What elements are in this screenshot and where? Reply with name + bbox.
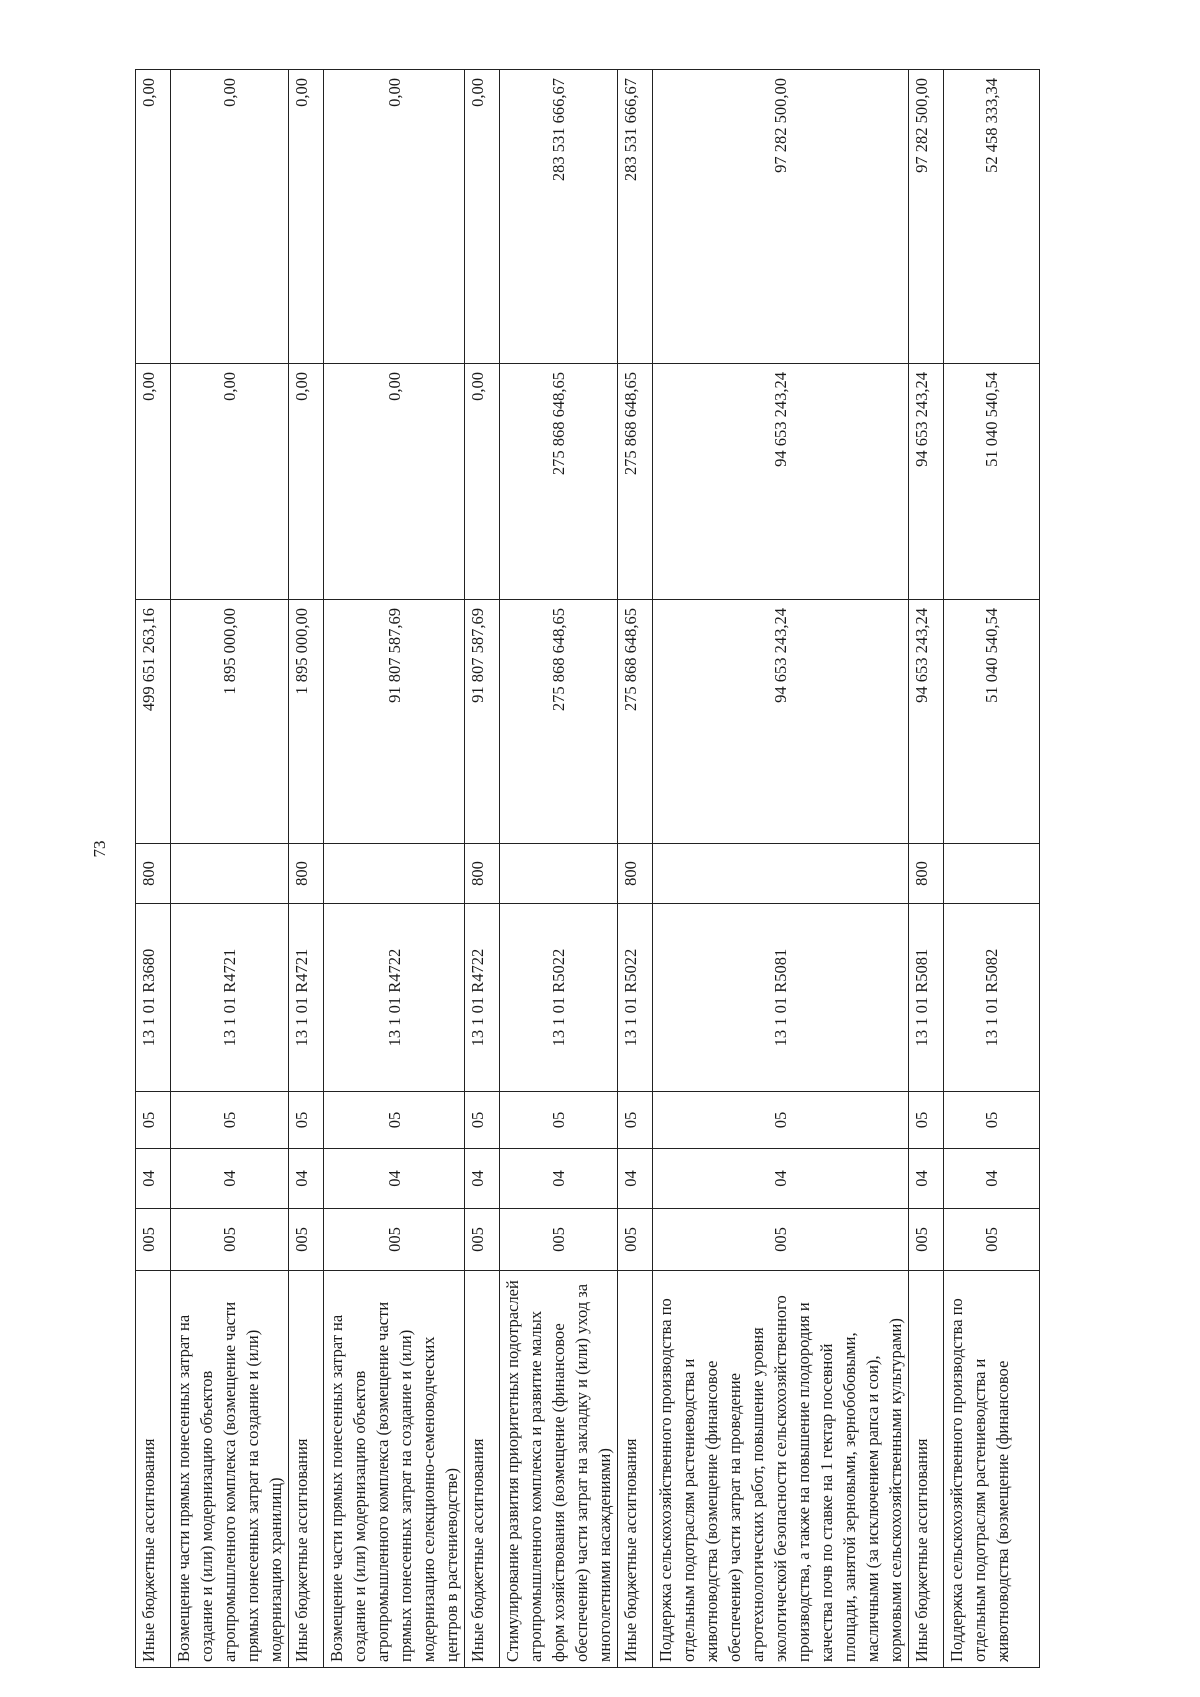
cell-amount-2: 0,00 [289, 364, 324, 600]
table-row [909, 70, 944, 1668]
cell-amount-1: 91 807 587,69 [465, 600, 500, 844]
cell-amount-1: 1 895 000,00 [171, 600, 289, 844]
cell-item-name: Возмещение части прямых понесенных затрат на создание и (или) модернизацию объектов агропромышленного комплекса (возмещение части прямых понесенных затрат на создание и (или) модернизацию хранилищ) [171, 1271, 289, 1668]
cell-amount-1: 51 040 540,54 [944, 600, 1040, 844]
table-row [944, 70, 1040, 1668]
cell-subsection: 05 [500, 1092, 618, 1149]
cell-amount-3: 0,00 [136, 70, 171, 364]
cell-item-name: Возмещение части прямых понесенных затрат на создание и (или) модернизацию объектов агропромышленного комплекса (возмещение части прямых понесенных затрат на создание и (или) модернизацию селекционно-семеноводческих центров в растениеводстве) [324, 1271, 465, 1668]
cell-amount-2: 51 040 540,54 [944, 364, 1040, 600]
cell-amount-2: 0,00 [136, 364, 171, 600]
cell-expense-type: 800 [136, 844, 171, 904]
cell-grbs: 005 [944, 1209, 1040, 1271]
cell-grbs: 005 [289, 1209, 324, 1271]
cell-section: 04 [136, 1149, 171, 1209]
table-row [653, 70, 909, 1668]
cell-amount-3: 52 458 333,34 [944, 70, 1040, 364]
cell-amount-2: 0,00 [171, 364, 289, 600]
cell-item-name: Иные бюджетные ассигнования [289, 1271, 324, 1668]
cell-amount-3: 0,00 [289, 70, 324, 364]
cell-amount-3: 283 531 666,67 [618, 70, 653, 364]
cell-item-name: Иные бюджетные ассигнования [136, 1271, 171, 1668]
table-row [618, 70, 653, 1668]
cell-amount-2: 275 868 648,65 [500, 364, 618, 600]
cell-section: 04 [324, 1149, 465, 1209]
cell-grbs: 005 [324, 1209, 465, 1271]
cell-amount-3: 97 282 500,00 [653, 70, 909, 364]
cell-section: 04 [909, 1149, 944, 1209]
cell-item-name: Поддержка сельскохозяйственного производства по отдельным подотраслям растениеводства и животноводства (возмещение (финансовое [944, 1271, 1040, 1668]
cell-subsection: 05 [618, 1092, 653, 1149]
cell-target-article: 13 1 01 R4722 [324, 904, 465, 1092]
table-row [465, 70, 500, 1668]
table-row [324, 70, 465, 1668]
cell-target-article: 13 1 01 R5081 [653, 904, 909, 1092]
table-row [171, 70, 289, 1668]
cell-expense-type [500, 844, 618, 904]
cell-expense-type [324, 844, 465, 904]
cell-grbs: 005 [618, 1209, 653, 1271]
cell-item-name: Стимулирование развития приоритетных подотраслей агропромышленного комплекса и развитие малых форм хозяйствования (возмещение (финансовое обеспечение) части затрат на закладку и (или) уход за многолетними насаждениями) [500, 1271, 618, 1668]
cell-section: 04 [944, 1149, 1040, 1209]
cell-amount-2: 0,00 [324, 364, 465, 600]
cell-amount-3: 97 282 500,00 [909, 70, 944, 364]
cell-subsection: 05 [324, 1092, 465, 1149]
cell-grbs: 005 [465, 1209, 500, 1271]
cell-section: 04 [171, 1149, 289, 1209]
cell-expense-type: 800 [909, 844, 944, 904]
cell-expense-type: 800 [465, 844, 500, 904]
cell-subsection: 05 [171, 1092, 289, 1149]
cell-subsection: 05 [465, 1092, 500, 1149]
cell-section: 04 [500, 1149, 618, 1209]
cell-amount-2: 275 868 648,65 [618, 364, 653, 600]
cell-amount-2: 0,00 [465, 364, 500, 600]
cell-amount-1: 275 868 648,65 [500, 600, 618, 844]
cell-amount-3: 283 531 666,67 [500, 70, 618, 364]
cell-amount-1: 94 653 243,24 [653, 600, 909, 844]
cell-amount-1: 91 807 587,69 [324, 600, 465, 844]
cell-target-article: 13 1 01 R3680 [136, 904, 171, 1092]
cell-target-article: 13 1 01 R5022 [500, 904, 618, 1092]
cell-expense-type [653, 844, 909, 904]
cell-section: 04 [653, 1149, 909, 1209]
cell-amount-1: 1 895 000,00 [289, 600, 324, 844]
cell-subsection: 05 [909, 1092, 944, 1149]
cell-amount-3: 0,00 [324, 70, 465, 364]
cell-grbs: 005 [500, 1209, 618, 1271]
cell-amount-1: 275 868 648,65 [618, 600, 653, 844]
cell-item-name: Иные бюджетные ассигнования [909, 1271, 944, 1668]
cell-expense-type [171, 844, 289, 904]
budget-table [135, 69, 1040, 1668]
cell-grbs: 005 [909, 1209, 944, 1271]
cell-amount-1: 499 651 263,16 [136, 600, 171, 844]
cell-target-article: 13 1 01 R4722 [465, 904, 500, 1092]
cell-target-article: 13 1 01 R5082 [944, 904, 1040, 1092]
cell-amount-2: 94 653 243,24 [909, 364, 944, 600]
cell-amount-3: 0,00 [465, 70, 500, 364]
cell-section: 04 [618, 1149, 653, 1209]
cell-subsection: 05 [289, 1092, 324, 1149]
budget-table-rotated [135, 70, 1095, 1668]
cell-subsection: 05 [944, 1092, 1040, 1149]
cell-subsection: 05 [653, 1092, 909, 1149]
cell-section: 04 [289, 1149, 324, 1209]
cell-grbs: 005 [171, 1209, 289, 1271]
cell-expense-type: 800 [289, 844, 324, 904]
cell-target-article: 13 1 01 R5022 [618, 904, 653, 1092]
cell-amount-2: 94 653 243,24 [653, 364, 909, 600]
cell-subsection: 05 [136, 1092, 171, 1149]
page-number: 73 [90, 840, 109, 858]
cell-target-article: 13 1 01 R4721 [289, 904, 324, 1092]
table-row [500, 70, 618, 1668]
cell-expense-type [944, 844, 1040, 904]
cell-section: 04 [465, 1149, 500, 1209]
cell-amount-1: 94 653 243,24 [909, 600, 944, 844]
table-row [289, 70, 324, 1668]
cell-amount-3: 0,00 [171, 70, 289, 364]
cell-grbs: 005 [136, 1209, 171, 1271]
cell-grbs: 005 [653, 1209, 909, 1271]
cell-item-name: Поддержка сельскохозяйственного производства по отдельным подотраслям растениеводства и животноводства (возмещение (финансовое обеспечение) части затрат на проведение агротехнологических работ, повышение уровня экологической безопасности сельскохозяйственного производства, а также на повышение плодородия и качества почв по ставке на 1 гектар посевной площади, занятой зерновыми, зернобобовыми, масличными (за исключением рапса и сои), кормовыми сельскохозяйственными культурами) [653, 1271, 909, 1668]
cell-item-name: Иные бюджетные ассигнования [465, 1271, 500, 1668]
table-row [136, 70, 171, 1668]
cell-target-article: 13 1 01 R4721 [171, 904, 289, 1092]
cell-item-name: Иные бюджетные ассигнования [618, 1271, 653, 1668]
cell-target-article: 13 1 01 R5081 [909, 904, 944, 1092]
cell-expense-type: 800 [618, 844, 653, 904]
